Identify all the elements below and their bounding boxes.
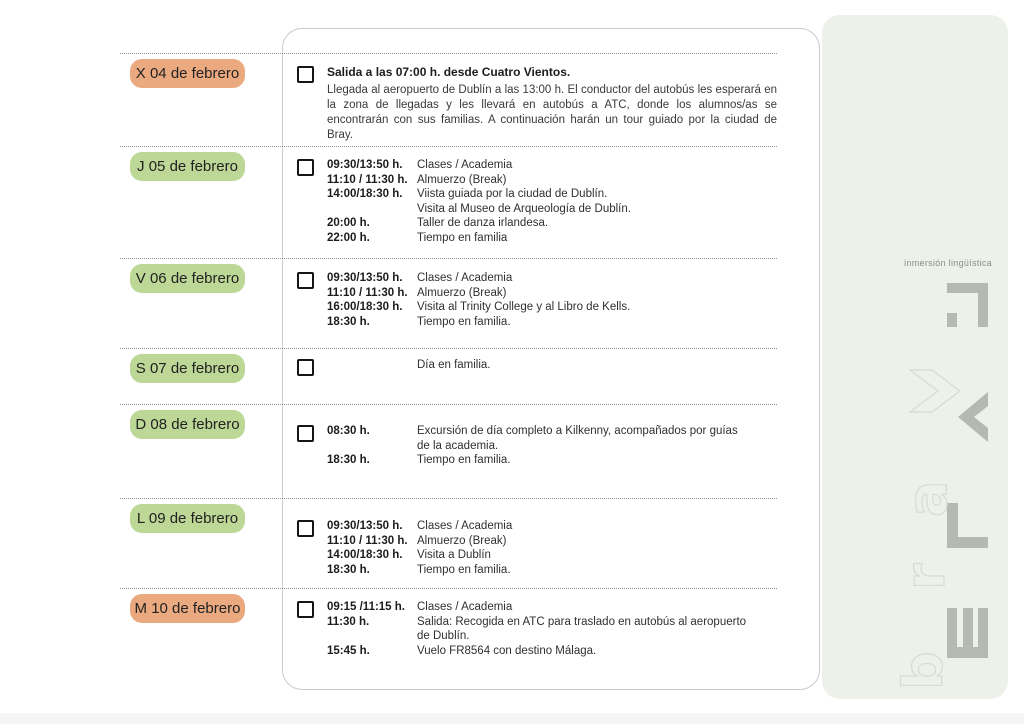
activity-label: Almuerzo (Break) xyxy=(417,534,507,547)
activity-label: Salida: Recogida en ATC para traslado en autobús al aeropuerto xyxy=(417,615,747,628)
activity-label: Visita a Dublín xyxy=(417,549,491,562)
schedule-line xyxy=(327,315,777,330)
time-label: 18:30 h. xyxy=(327,454,370,467)
time-label: 18:30 h. xyxy=(327,315,370,328)
activity-label: Visita al Museo de Arqueología de Dublín. xyxy=(417,202,631,215)
schedule-line xyxy=(327,271,777,286)
activity-label: Clases / Academia xyxy=(417,272,513,284)
tagline: inmersión lingüística xyxy=(904,258,992,268)
time-label: 11:10 / 11:30 h. xyxy=(327,286,408,299)
schedule-line xyxy=(327,231,777,246)
schedule-line xyxy=(327,519,777,534)
time-label: 20:00 h. xyxy=(327,217,370,230)
time-label: 09:15 /11:15 h. xyxy=(327,601,405,613)
time-label xyxy=(327,202,417,217)
date-pill: X 04 de febrero xyxy=(130,59,245,88)
day-row xyxy=(120,348,777,404)
schedule-line xyxy=(327,615,777,630)
time-label: 18:30 h. xyxy=(327,563,370,576)
day-lines xyxy=(327,519,777,577)
schedule-line xyxy=(327,286,777,301)
activity-label: Tiempo en familia. xyxy=(417,563,511,576)
day-content xyxy=(297,349,777,376)
activity-label: Visita al Trinity College y al Libro de Kells. xyxy=(417,301,631,314)
block-e-icon xyxy=(947,608,988,658)
schedule-line xyxy=(327,158,777,173)
logo-letter-b: b xyxy=(892,651,955,690)
time-label: 11:10 / 11:30 h. xyxy=(327,534,408,547)
day-title: Salida a las 07:00 h. desde Cuatro Vientos. xyxy=(327,65,571,79)
activity-label: Tiempo en familia. xyxy=(417,454,511,467)
activity-label: Vuelo FR8564 con destino Málaga. xyxy=(417,644,597,657)
activity-label: Taller de danza irlandesa. xyxy=(417,217,549,230)
activity-label: de Dublín. xyxy=(417,630,470,643)
chevron-right-outline-icon xyxy=(910,370,960,412)
day-lines xyxy=(327,158,777,246)
date-pill: J 05 de febrero xyxy=(130,152,245,181)
bottom-strip xyxy=(0,713,1024,724)
time-label: 11:10 / 11:30 h. xyxy=(327,173,408,186)
activity-label: Almuerzo (Break) xyxy=(417,173,507,186)
sidebar-panel xyxy=(822,15,1008,699)
time-label: 22:00 h. xyxy=(327,231,370,244)
day-row xyxy=(120,258,777,348)
time-label: 15:45 h. xyxy=(327,644,370,657)
day-content xyxy=(297,499,777,577)
day-content xyxy=(297,54,777,143)
day-checkbox[interactable] xyxy=(297,272,314,289)
date-pill: L 09 de febrero xyxy=(130,504,245,533)
time-label xyxy=(327,629,417,644)
day-row xyxy=(120,146,777,258)
day-row xyxy=(120,588,777,689)
time-label: 11:30 h. xyxy=(327,615,370,628)
activity-label: Excursión de día completo a Kilkenny, acompañados por guías xyxy=(417,425,738,437)
activity-label: Tiempo en familia xyxy=(417,231,508,244)
schedule-line xyxy=(327,439,777,454)
schedule-line xyxy=(327,173,777,188)
activity-label: Día en familia. xyxy=(417,359,491,371)
day-checkbox[interactable] xyxy=(297,601,314,618)
day-checkbox[interactable] xyxy=(297,520,314,537)
activity-label: Clases / Academia xyxy=(417,601,513,613)
day-checkbox[interactable] xyxy=(297,66,314,83)
day-lines xyxy=(327,424,777,468)
activity-label: Clases / Academia xyxy=(417,159,513,171)
schedule-line xyxy=(327,187,777,202)
schedule-line xyxy=(327,563,777,578)
time-label xyxy=(327,358,417,373)
date-pill: V 06 de febrero xyxy=(130,264,245,293)
day-content xyxy=(297,405,777,468)
time-label: 14:00/18:30 h. xyxy=(327,549,403,562)
day-content xyxy=(297,589,777,658)
checkbox-cell xyxy=(297,600,327,618)
schedule-line xyxy=(327,548,777,563)
schedule-line xyxy=(327,453,777,468)
checkbox-cell xyxy=(297,271,327,289)
time-label: 09:30/13:50 h. xyxy=(327,520,403,532)
logo-letter-r: r xyxy=(894,563,957,590)
checkbox-cell xyxy=(297,158,327,176)
schedule-line xyxy=(327,534,777,549)
day-description: Llegada al aeropuerto de Dublín a las 13:00 h. El conductor del autobús les esperará en la zona de llegadas y les llevará en autobús a ATC, donde los alumnos/as se encontrarán con sus familias. A continuación harán un tour guiado por la ciudad de Bray. xyxy=(327,84,777,141)
schedule-line xyxy=(327,300,777,315)
schedule-rows xyxy=(120,53,777,689)
day-lines xyxy=(327,271,777,329)
activity-label: Almuerzo (Break) xyxy=(417,286,507,299)
day-lines xyxy=(327,600,777,658)
schedule-line xyxy=(327,644,777,659)
day-content xyxy=(297,147,777,246)
schedule-line xyxy=(327,600,777,615)
checkbox-cell xyxy=(297,519,327,537)
date-pill: D 08 de febrero xyxy=(130,410,245,439)
time-label: 08:30 h. xyxy=(327,425,370,437)
day-row xyxy=(120,404,777,498)
schedule-line xyxy=(327,358,777,373)
time-label: 09:30/13:50 h. xyxy=(327,272,403,284)
date-pill: S 07 de febrero xyxy=(130,354,245,383)
day-summary xyxy=(327,65,777,143)
day-checkbox[interactable] xyxy=(297,159,314,176)
day-lines xyxy=(327,358,777,373)
day-row xyxy=(120,498,777,588)
time-label: 14:00/18:30 h. xyxy=(327,188,403,201)
day-checkbox[interactable] xyxy=(297,359,314,376)
chevron-left-icon xyxy=(958,392,988,442)
corner-block-icon xyxy=(947,283,988,327)
logo-letter-a: a xyxy=(896,480,959,517)
schedule-line xyxy=(327,424,777,439)
time-label: 16:00/18:30 h. xyxy=(327,301,403,314)
day-content xyxy=(297,259,777,329)
time-label: 09:30/13:50 h. xyxy=(327,159,403,171)
checkbox-cell xyxy=(297,65,327,83)
checkbox-cell xyxy=(297,358,327,376)
bray-logo xyxy=(892,280,992,690)
activity-label: Viista guiada por la ciudad de Dublín. xyxy=(417,188,608,201)
schedule-line xyxy=(327,629,777,644)
day-row xyxy=(120,53,777,146)
activity-label: Clases / Academia xyxy=(417,520,513,532)
time-label xyxy=(327,439,417,454)
schedule-line xyxy=(327,216,777,231)
date-pill: M 10 de febrero xyxy=(130,594,245,623)
activity-label: de la academia. xyxy=(417,439,499,452)
day-checkbox[interactable] xyxy=(297,425,314,442)
schedule-line xyxy=(327,202,777,217)
activity-label: Tiempo en familia. xyxy=(417,315,511,328)
checkbox-cell xyxy=(297,424,327,442)
